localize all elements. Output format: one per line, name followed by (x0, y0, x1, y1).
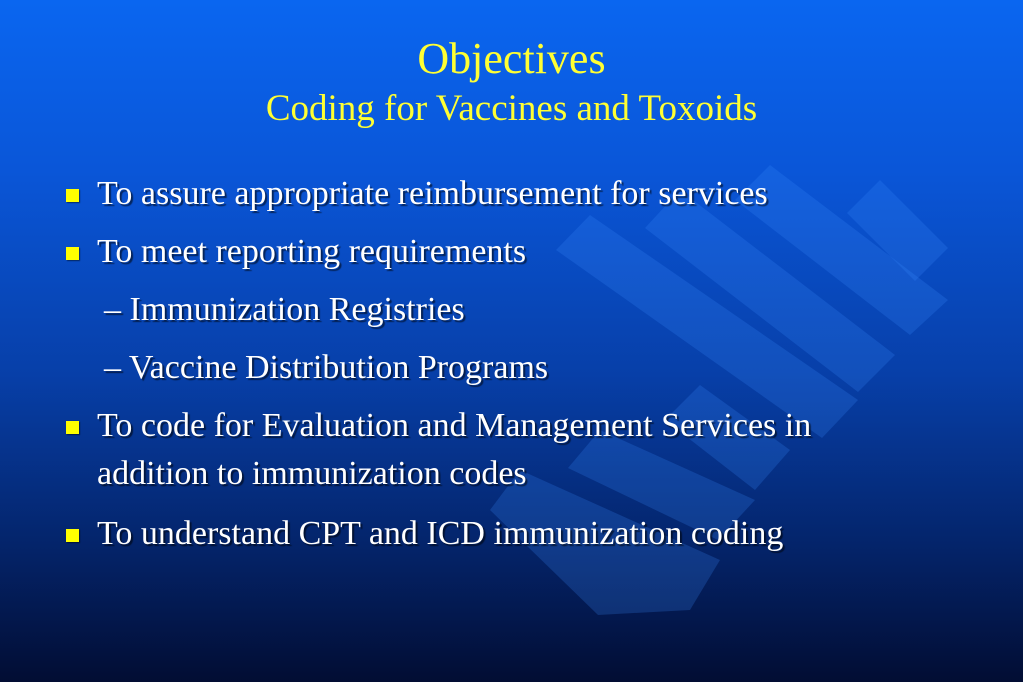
slide-subtitle: Coding for Vaccines and Toxoids (265, 88, 758, 129)
bullet-square-icon (66, 421, 79, 434)
bullet-item-em-services-line2: addition to immunization codes (97, 455, 527, 492)
slide-title: Objectives (417, 34, 606, 83)
bullet-square-icon (66, 189, 79, 202)
bullet-item-em-services-line1: To code for Evaluation and Management Services in (97, 407, 812, 444)
bullet-item-reimbursement: To assure appropriate reimbursement for services (97, 175, 768, 212)
sub-item-immunization-registries: – Immunization Registries (104, 291, 465, 328)
bullet-square-icon (66, 247, 79, 260)
bullet-square-icon (66, 529, 79, 542)
bullet-item-cpt-icd: To understand CPT and ICD immunization coding (97, 515, 784, 552)
bullet-item-reporting: To meet reporting requirements (97, 233, 527, 270)
sub-item-vaccine-distribution: – Vaccine Distribution Programs (104, 349, 549, 386)
